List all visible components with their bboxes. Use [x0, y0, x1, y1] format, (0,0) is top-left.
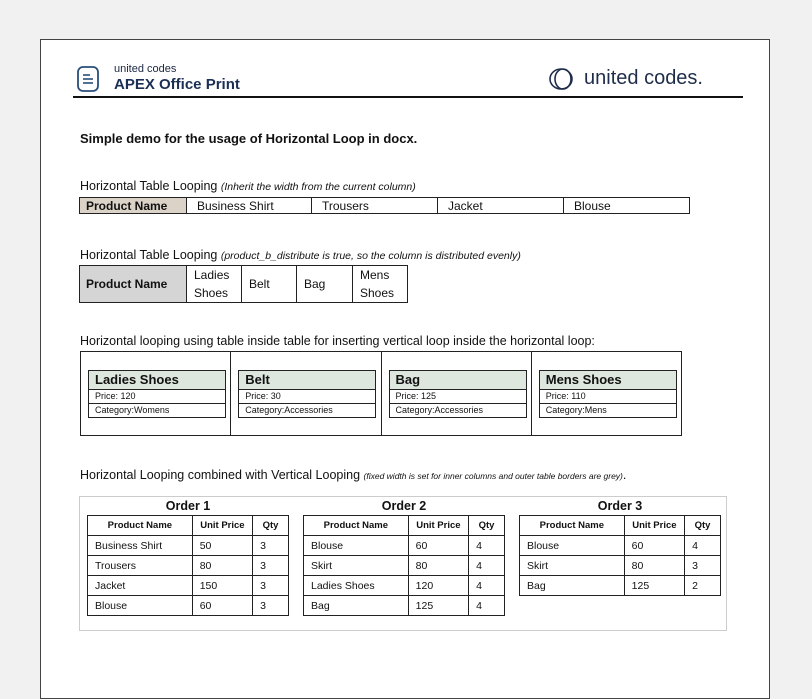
cell: Blouse [88, 596, 193, 616]
section1-heading [80, 179, 416, 193]
product-name-header: Product Name [80, 266, 187, 303]
product-cell: Bag [297, 266, 353, 303]
product-cell: Trousers [312, 198, 438, 214]
column-header: Unit Price [624, 516, 684, 536]
cell: 150 [192, 576, 252, 596]
product-card [238, 370, 376, 418]
cell: Blouse [304, 536, 409, 556]
cell: 3 [685, 556, 721, 576]
cell: 4 [469, 576, 505, 596]
table-row [88, 556, 289, 576]
card-product-name: Bag [390, 371, 526, 390]
cell: 4 [469, 596, 505, 616]
section1-note: (Inherit the width from the current column) [220, 181, 416, 193]
order-table [519, 515, 721, 596]
card-cell [81, 352, 231, 435]
product-card [389, 370, 527, 418]
cell: 3 [253, 596, 289, 616]
card-cell [532, 352, 681, 435]
cell: 4 [685, 536, 721, 556]
section3-outer-table [80, 351, 682, 436]
cell: Skirt [520, 556, 625, 576]
company-logo [548, 67, 703, 90]
cell: 80 [192, 556, 252, 576]
card-category: Category:Womens [95, 405, 170, 415]
brand-small-text: united codes [114, 63, 177, 75]
order-block [87, 497, 289, 616]
cell: 80 [408, 556, 468, 576]
cell: 60 [624, 536, 684, 556]
cell: 3 [253, 556, 289, 576]
cell: Skirt [304, 556, 409, 576]
brand-name: APEX Office Print [114, 76, 240, 93]
united-codes-rings-icon [548, 68, 578, 90]
order-title: Order 3 [597, 499, 643, 513]
section1-label: Horizontal Table Looping [80, 179, 221, 193]
order-table [87, 515, 289, 616]
document-page [40, 39, 770, 699]
product-cell [187, 266, 242, 303]
section4-outer-table [79, 496, 727, 631]
card-price: Price: 110 [540, 390, 676, 404]
section4-note-end: . [622, 468, 627, 482]
section4-note: (fixed width is set for inner columns and outer table borders are grey) [363, 471, 623, 481]
product-cell: Blouse [564, 198, 690, 214]
card-product-name: Mens Shoes [540, 371, 676, 390]
cell: 80 [624, 556, 684, 576]
card-product-name: Ladies Shoes [89, 371, 225, 390]
company-logo-text: united codes. [584, 67, 703, 89]
cell: 4 [469, 556, 505, 576]
cell: Bag [520, 576, 625, 596]
column-header: Product Name [520, 516, 625, 536]
card-product-name: Belt [239, 371, 375, 390]
column-header: Qty [469, 516, 505, 536]
table-row [88, 596, 289, 616]
column-header: Qty [685, 516, 721, 536]
order-table [303, 515, 505, 616]
table-row [304, 536, 505, 556]
cell: Blouse [520, 536, 625, 556]
order-title: Order 1 [165, 499, 211, 513]
section1-table [79, 197, 690, 214]
card-price: Price: 120 [89, 390, 225, 404]
card-cell [382, 352, 532, 435]
cell: Trousers [88, 556, 193, 576]
section2-note: (product_b_distribute is true, so the column is distributed evenly) [220, 250, 521, 262]
column-header: Product Name [88, 516, 193, 536]
section2-heading [80, 248, 521, 262]
card-price: Price: 30 [239, 390, 375, 404]
section4-label: Horizontal Looping combined with Vertical Looping [80, 468, 364, 482]
product-line: Ladies [194, 268, 230, 282]
document-logo-icon [77, 66, 99, 92]
cell: 4 [469, 536, 505, 556]
order-header-row [304, 516, 505, 536]
card-cell [231, 352, 381, 435]
card-price: Price: 125 [390, 390, 526, 404]
cell: Jacket [88, 576, 193, 596]
product-cell: Belt [242, 266, 297, 303]
product-cell [353, 266, 408, 303]
cell: Ladies Shoes [304, 576, 409, 596]
product-card [88, 370, 226, 418]
section2-label: Horizontal Table Looping [80, 248, 221, 262]
table-row [88, 536, 289, 556]
page-header [73, 62, 743, 98]
column-header: Qty [253, 516, 289, 536]
section3-heading: Horizontal looping using table inside table for inserting vertical loop inside the horizontal loop: [80, 334, 595, 348]
document-title: Simple demo for the usage of Horizontal Loop in docx. [80, 131, 418, 146]
cell: 50 [192, 536, 252, 556]
cell: Business Shirt [88, 536, 193, 556]
order-block [303, 497, 505, 616]
table-row [304, 576, 505, 596]
cell: 60 [192, 596, 252, 616]
column-header: Unit Price [408, 516, 468, 536]
table-row [88, 576, 289, 596]
product-line: Mens [360, 268, 390, 282]
cell: 3 [253, 576, 289, 596]
cell: 3 [253, 536, 289, 556]
card-category: Category:Mens [545, 405, 607, 415]
column-header: Unit Price [192, 516, 252, 536]
column-header: Product Name [304, 516, 409, 536]
section4-heading [80, 468, 626, 482]
order-block [519, 497, 721, 596]
table-row [304, 596, 505, 616]
product-line: Shoes [194, 286, 229, 300]
table-row [304, 556, 505, 576]
table-row [520, 556, 721, 576]
card-category: Category:Accessories [245, 405, 333, 415]
cell: 60 [408, 536, 468, 556]
cell: 125 [624, 576, 684, 596]
order-header-row [88, 516, 289, 536]
cell: 125 [408, 596, 468, 616]
order-title: Order 2 [381, 499, 427, 513]
table-row [520, 536, 721, 556]
product-cell: Business Shirt [187, 198, 312, 214]
product-line: Shoes [360, 286, 395, 300]
cell: 120 [408, 576, 468, 596]
cell: Bag [304, 596, 409, 616]
table-row [520, 576, 721, 596]
product-card [539, 370, 677, 418]
product-cell: Jacket [438, 198, 564, 214]
section2-table [79, 265, 408, 303]
card-category: Category:Accessories [395, 405, 484, 415]
product-name-header: Product Name [80, 198, 187, 214]
order-header-row [520, 516, 721, 536]
cell: 2 [685, 576, 721, 596]
